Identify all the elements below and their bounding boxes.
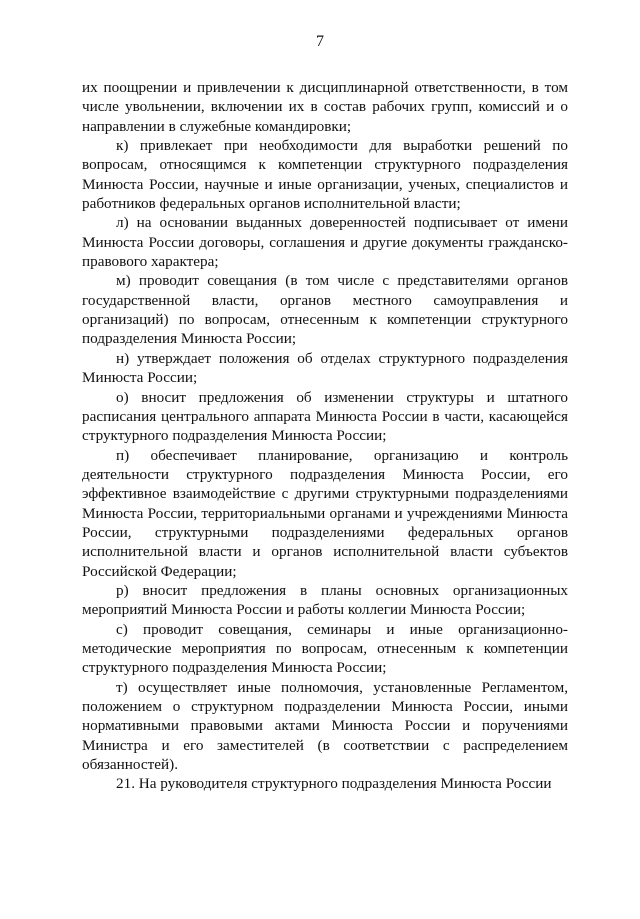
paragraph-item-l: л) на основании выданных доверенностей подписывает от имени Минюста России договоры, соглашения и другие документы гражданско-правового характера; — [82, 214, 568, 271]
paragraph-continuation: их поощрении и привлечении к дисциплинарной ответственности, в том числе увольнении, включении их в состав рабочих групп, комиссий и о направлении в служебные командировки; — [82, 79, 568, 135]
paragraph-item-t: т) осуществляет иные полномочия, установленные Регламентом, положением о структурном подразделении Минюста России, иными нормативными правовыми актами Минюста России и поручениями Министра и его заместителей (в соответствии с распределением обязанностей). — [82, 678, 568, 774]
paragraph-item-m: м) проводит совещания (в том числе с представителями органов государственной власти, органов местного самоуправления и организаций) по вопросам, отнесенным к компетенции структурного подразделения Минюста России; — [82, 272, 568, 348]
page-number: 7 — [316, 33, 324, 50]
paragraph-item-r: р) вносит предложения в планы основных организационных мероприятий Минюста России и работы коллегии Минюста России; — [82, 581, 568, 619]
paragraph-item-s: с) проводит совещания, семинары и иные организационно-методические мероприятия по вопросам, отнесенным к компетенции структурного подразделения Минюста России; — [82, 620, 568, 677]
paragraph-item-n: н) утверждает положения об отделах структурного подразделения Минюста России; — [82, 349, 568, 387]
paragraph-section-21: 21. На руководителя структурного подразделения Минюста России — [116, 775, 552, 793]
paragraph-item-o: о) вносит предложения об изменении структуры и штатного расписания центрального аппарата Минюста России в части, касающейся структурного подразделения Минюста России; — [82, 388, 568, 445]
document-body — [82, 78, 568, 794]
paragraph-item-p: п) обеспечивает планирование, организацию и контроль деятельности структурного подразделения Минюста России, его эффективное взаимодействие с другими структурными подразделениями Минюста России, территориальными органами и учреждениями Минюста России, структурными подразделениями федеральных органов исполнительной власти и органов исполнительной власти субъектов Российской Федерации; — [82, 446, 568, 580]
paragraph-item-k: к) привлекает при необходимости для выработки решений по вопросам, относящимся к компетенции структурного подразделения Минюста России, научные и иные организации, ученых, специалистов и работников федеральных органов исполнительной власти; — [82, 137, 568, 213]
